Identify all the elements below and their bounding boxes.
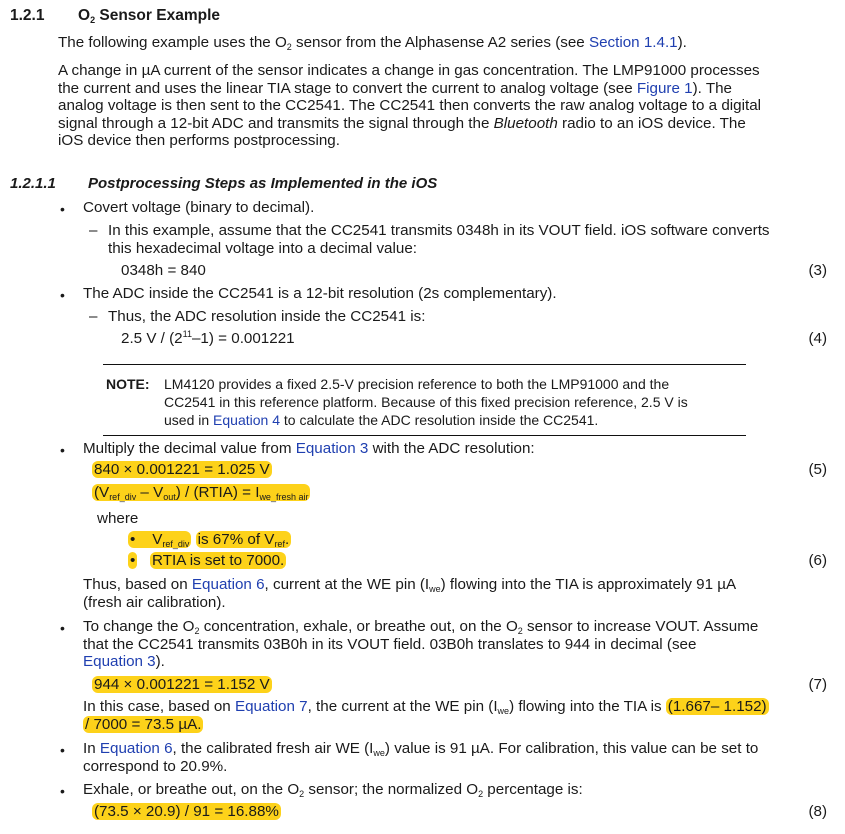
where-label: where [97, 510, 139, 527]
bullet-marker: • [60, 783, 65, 799]
equation-7-link[interactable]: Equation 7 [234, 698, 308, 715]
step-convert-detail: In this example, assume that the CC2541 transmits 0348h in its VOUT field. iOS software converts this hexadecimal voltage into a decimal value: [108, 222, 770, 257]
equation-5-number: (5) [808, 461, 827, 478]
equation-8-number: (8) [808, 803, 827, 820]
step-change-concentration: To change the $O_2$ concentration, exhale, or breathe out, on the $O_2$ sensor to increase VOUT. Assume that the CC2541 transmits 03B0h in its VOUT field. 03B0h translates to 944 in decimal (see Equation 3). [83, 618, 759, 671]
section-title: $O_2$ Sensor Example [78, 7, 220, 25]
equation-6-link[interactable]: Equation 6 [191, 576, 265, 593]
note-top-rule [103, 364, 746, 365]
subsection-number: 1.2.1.1 [10, 175, 56, 192]
subsection-title: Postprocessing Steps as Implemented in the iOS [88, 175, 438, 192]
step-adc-detail: Thus, the ADC resolution inside the CC2541 is: [108, 308, 426, 325]
dash-marker: – [89, 222, 98, 239]
exhale-current-result: In this case, based on Equation 7, the current at the WE pin $(I_{we})$ flowing into the TIA is (1.667– 1.152) / 7000 = 73.5 µA. [83, 698, 767, 733]
step-convert-voltage: Covert voltage (binary to decimal). [83, 199, 315, 216]
highlight: 944 × 0.001221 = 1.152 V [94, 676, 270, 693]
section-1-4-1-link[interactable]: Section 1.4.1 [588, 34, 678, 51]
where-item-rtia [128, 552, 286, 570]
note-bottom-rule [103, 435, 746, 436]
equation-4-number: (4) [808, 330, 827, 347]
bullet-marker: • [60, 620, 65, 636]
equation-6 [92, 484, 310, 502]
section-number: 1.2.1 [10, 7, 45, 24]
equation-4: 2.5 $V / (2^{11}-1) = 0.001221$ [121, 329, 295, 347]
equation-3-link[interactable]: Equation 3 [83, 653, 156, 671]
step-calibration: In Equation 6, the calibrated fresh air WE $(I_{we})$ value is 91 µA. For calibration, this value can be set to correspond to 20.9%. [83, 740, 759, 775]
equation-4-link[interactable]: Equation 4 [213, 412, 280, 428]
note-text: LM4120 provides a fixed 2.5-V precision reference to both the LMP91000 and the CC2541 in this reference platform. Because of this fixed precision reference, 2.5 V is used in Equation 4 to calculate the ADC resolution inside the CC2541. [164, 376, 688, 428]
intro-paragraph-1: The following example uses the $O_2$ sensor from the Alphasense A2 series (see Section 1.4.1). [58, 34, 687, 52]
highlight: • [130, 552, 136, 569]
figure-1-link[interactable]: Figure 1 [636, 79, 693, 97]
note-label: NOTE: [106, 376, 150, 392]
step-multiply: Multiply the decimal value from Equation 3 with the ADC resolution: [83, 440, 535, 457]
fresh-air-result: Thus, based on Equation 6, current at the WE pin $(I_{we})$ flowing into the TIA is approximately 91 µA (fresh air calibration). [83, 576, 737, 611]
bullet-marker: • [60, 742, 65, 758]
step-normalize: Exhale, or breathe out, on the $O_2$ sensor; the normalized $O_2$ percentage is: [83, 781, 583, 799]
highlight: (1.667– 1.152) [667, 698, 767, 715]
highlight: (73.5 × 20.9) / 91 = 16.88% [94, 803, 279, 820]
highlight: is 67% of $V_{ref}$. [197, 531, 290, 549]
equation-8 [92, 803, 281, 821]
equation-3-number: (3) [808, 262, 827, 279]
equation-7 [92, 676, 272, 694]
bullet-marker: • [60, 201, 65, 217]
equation-3: 0348h = 840 [121, 262, 206, 279]
equation-3-link[interactable]: Equation 3 [295, 440, 369, 457]
bullet-marker: • [60, 442, 65, 458]
highlight: • $V_{ref\_div}$ [130, 531, 190, 549]
dash-marker: – [89, 308, 98, 325]
highlight: RTIA is set to 7000. [152, 552, 285, 569]
highlight: / 7000 = 73.5 µA. [85, 715, 202, 733]
where-item-vref [128, 531, 291, 549]
highlight: $(V_{ref\_div} - V_{out})$ / (RTIA) = $I_{we\_fresh air}$ [94, 484, 309, 502]
equation-5 [92, 461, 272, 479]
equation-7-number: (7) [808, 676, 827, 693]
step-adc-resolution: The ADC inside the CC2541 is a 12-bit resolution (2s complementary). [83, 285, 557, 302]
highlight: 840 × 0.001221 = 1.025 V [94, 461, 270, 478]
bullet-marker: • [60, 287, 65, 303]
equation-6-number: (6) [808, 552, 827, 569]
equation-6-link[interactable]: Equation 6 [99, 740, 173, 757]
intro-paragraph-2: A change in µA current of the sensor indicates a change in gas concentration. The LMP91000 processes the current and uses the linear TIA stage to convert the current to analog voltage (see Figure 1). The analog voltage is then sent to the CC2541. The CC2541 then converts the raw analog voltage to a digital signal through a 12-bit ADC and transmits the signal through the Bluetooth radio to an iOS device. The iOS device then performs postprocessing. [58, 62, 762, 150]
